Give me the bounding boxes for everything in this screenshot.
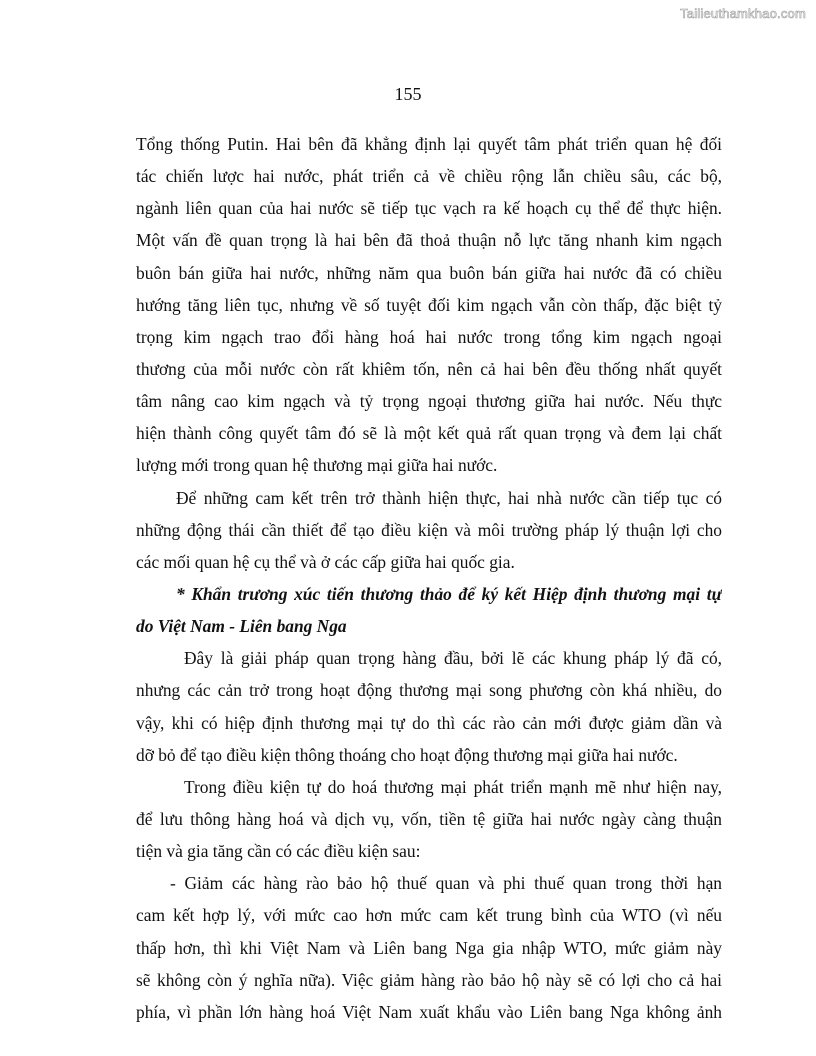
list-item-line: - Giảm các hàng rào bảo hộ thuế quan và phi thuế quan trong thời hạn (170, 873, 722, 894)
text-line: tác chiến lược hai nước, phát triển cả về chiều rộng lẫn chiều sâu, các bộ, (136, 166, 722, 187)
text-line: tiện và gia tăng cần có các điều kiện sau: (136, 841, 421, 862)
body-text (136, 128, 722, 1028)
paragraph-start-line: Để những cam kết trên trở thành hiện thực, hai nhà nước cần tiếp tục có (176, 487, 722, 508)
text-line: dỡ bỏ để tạo điều kiện thông thoáng cho hoạt động thương mại giữa hai nước. (136, 744, 678, 765)
section-heading-line: * Khẩn trương xúc tiến thương thảo để ký kết Hiệp định thương mại tự (176, 583, 722, 604)
text-line: nhưng các cản trở trong hoạt động thương mại song phương còn khá nhiều, do (136, 680, 722, 701)
text-line: sẽ không còn ý nghĩa nữa). Việc giảm hàng rào bảo hộ này sẽ có lợi cho cả hai (136, 969, 722, 990)
paragraph-start-line: Trong điều kiện tự do hoá thương mại phát triển mạnh mẽ như hiện nay, (184, 776, 722, 797)
text-line: hiện thành công quyết tâm đó sẽ là một kết quả rất quan trọng và đem lại chất (136, 423, 722, 444)
text-line: ngành liên quan của hai nước sẽ tiếp tục vạch ra kế hoạch cụ thể để thực hiện. (136, 198, 722, 219)
text-line: cam kết hợp lý, với mức cao hơn mức cam kết trung bình của WTO (vì nếu (136, 905, 722, 926)
text-line: vậy, khi có hiệp định thương mại tự do thì các rào cản mới được giảm dần và (136, 712, 722, 733)
text-line: lượng mới trong quan hệ thương mại giữa hai nước. (136, 455, 498, 476)
text-line: Một vấn đề quan trọng là hai bên đã thoả thuận nỗ lực tăng nhanh kim ngạch (136, 230, 722, 251)
text-line: thấp hơn, thì khi Việt Nam và Liên bang Nga gia nhập WTO, mức giảm này (136, 937, 722, 958)
text-line: buôn bán giữa hai nước, những năm qua buôn bán giữa hai nước đã có chiều (136, 262, 722, 283)
text-line: để lưu thông hàng hoá và dịch vụ, vốn, tiền tệ giữa hai nước ngày càng thuận (136, 808, 722, 829)
text-line: Tổng thống Putin. Hai bên đã khẳng định lại quyết tâm phát triển quan hệ đối (136, 134, 722, 154)
text-line: tâm nâng cao kim ngạch và tỷ trọng ngoại thương giữa hai nước. Nếu thực (136, 391, 722, 412)
paragraph-start-line: Đây là giải pháp quan trọng hàng đầu, bởi lẽ các khung pháp lý đã có, (184, 648, 722, 669)
text-line: các mối quan hệ cụ thể và ở các cấp giữa hai quốc gia. (136, 551, 515, 572)
text-line: hướng tăng liên tục, nhưng về số tuyệt đối kim ngạch vẫn còn thấp, đặc biệt tỷ (136, 294, 722, 315)
section-heading-line: do Việt Nam - Liên bang Nga (136, 616, 347, 637)
text-line: trọng kim ngạch trao đổi hàng hoá hai nước trong tổng kim ngạch ngoại (136, 326, 722, 347)
watermark-logo: Tailieuthamkhao.com (680, 6, 806, 21)
text-line: những động thái cần thiết để tạo điều kiện và môi trường pháp lý thuận lợi cho (136, 519, 722, 540)
text-line: phía, vì phần lớn hàng hoá Việt Nam xuất khẩu vào Liên bang Nga không ảnh (136, 1001, 722, 1022)
text-line: thương của mỗi nước còn rất khiêm tốn, nên cả hai bên đều thống nhất quyết (136, 358, 722, 379)
page-number: 155 (394, 84, 422, 104)
